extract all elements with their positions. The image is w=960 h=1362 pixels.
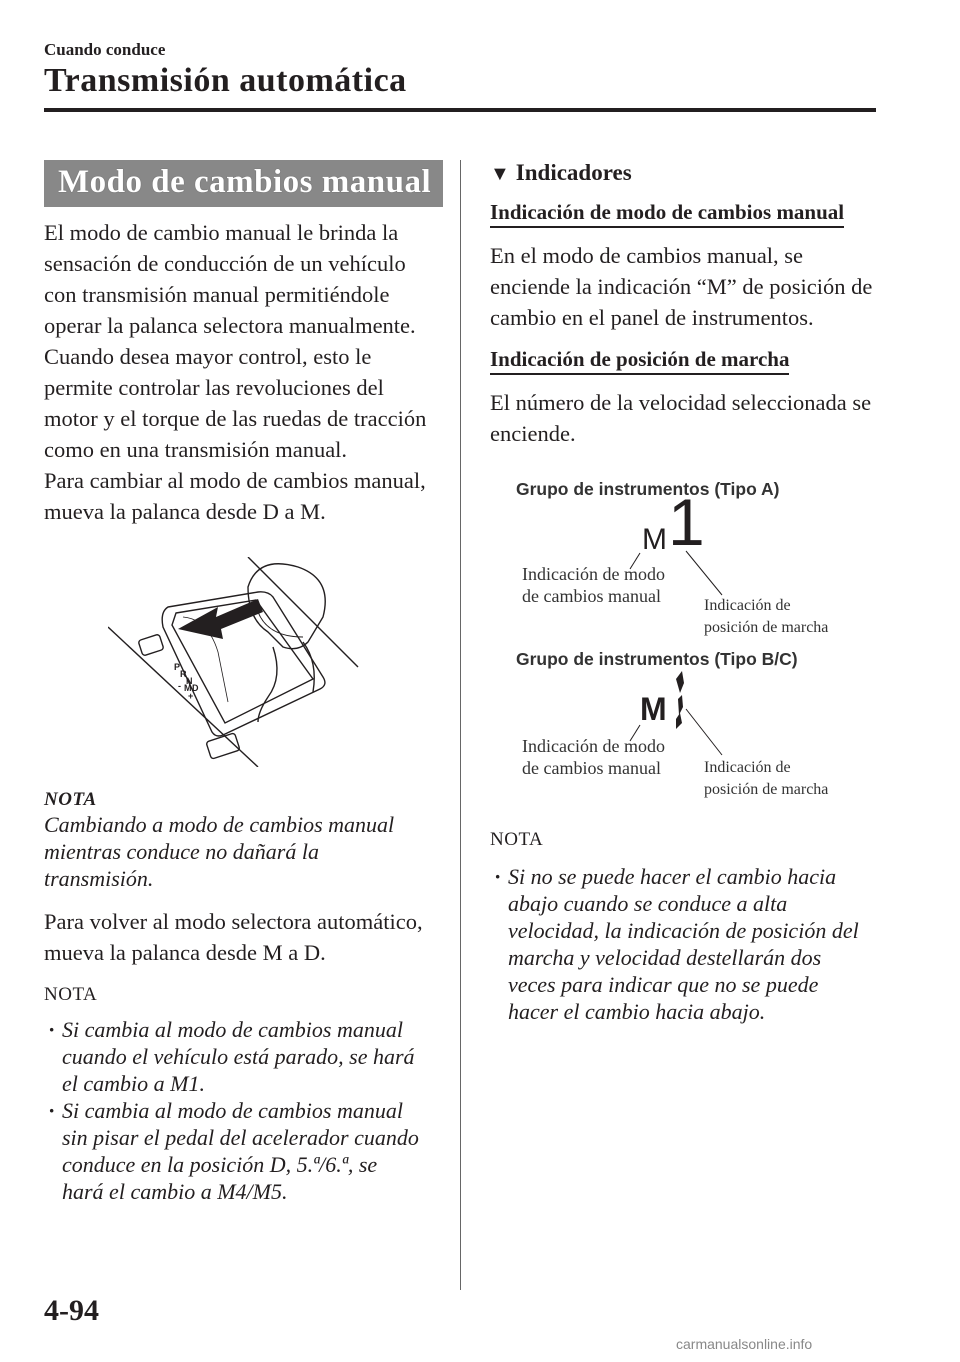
bullet-line: el cambio a M1.: [62, 1071, 205, 1096]
intro-line: permite controlar las revoluciones del: [44, 375, 384, 400]
list-item: [490, 863, 890, 1025]
gear-callout: [704, 757, 828, 801]
bullet-line: veces para indicar que no se puede: [508, 972, 819, 997]
column-divider: [460, 160, 461, 1290]
bullet-line: velocidad, la indicación de posición del: [508, 918, 859, 943]
intro-line: motor y el torque de las ruedas de tracción: [44, 406, 427, 431]
intro-line: con transmisión manual permitiéndole: [44, 282, 390, 307]
nota-line: mientras conduce no dañará la: [44, 839, 319, 864]
left-column: [44, 160, 444, 1205]
triangle-down-icon: ▼: [490, 163, 510, 185]
intro-line: sensación de conducción de un vehículo: [44, 251, 406, 276]
h2-wrap: [490, 347, 890, 375]
bullet-line: · Si cambia al modo de cambios manual: [62, 1098, 403, 1123]
callout-line: Indicación de: [704, 597, 791, 614]
intro-line: El modo de cambio manual le brinda la: [44, 220, 399, 245]
list-item: [44, 1097, 444, 1205]
gate-letter: P: [174, 662, 181, 672]
nota-label: NOTA: [44, 789, 97, 810]
bullet-line: · Si cambia al modo de cambios manual: [62, 1017, 403, 1042]
paragraph-line: cambio en el panel de instrumentos.: [490, 305, 814, 330]
cluster-type-bc-figure: [490, 649, 890, 819]
callout-line: Indicación de modo: [522, 736, 665, 756]
intro-line: como en una transmisión manual.: [44, 437, 348, 462]
nota-bullets: [44, 1016, 444, 1205]
page-title: Transmisión automática: [44, 62, 407, 99]
return-line: Para volver al modo selectora automático,: [44, 909, 423, 934]
bullet-line: cuando el vehículo está parado, se hará: [62, 1044, 415, 1069]
intro-line: mueva la palanca desde D a M.: [44, 499, 326, 524]
paragraph-line: El número de la velocidad seleccionada se: [490, 390, 872, 415]
mode-callout: [522, 735, 665, 779]
nota-bullets: [490, 863, 890, 1025]
nota-line: transmisión.: [44, 866, 154, 891]
bullet-line: abajo cuando se conduce a alta: [508, 891, 788, 916]
gate-letter: M: [184, 683, 192, 693]
paragraph-line: enciende la indicación “M” de posición de: [490, 274, 873, 299]
bullet-line: marcha y velocidad destellarán dos: [508, 945, 822, 970]
gear-position-paragraph: [490, 387, 890, 449]
callout-line: de cambios manual: [522, 758, 661, 778]
callout-line: de cambios manual: [522, 586, 661, 606]
nota-1: [44, 789, 444, 892]
chapter-label: Cuando conduce: [44, 40, 166, 59]
bullet-line: hará el cambio a M4/M5.: [62, 1179, 288, 1204]
shift-lever-illustration: [108, 557, 368, 767]
intro-line: operar la palanca selectora manualmente.: [44, 313, 416, 338]
manual-mode-indication-heading: Indicación de modo de cambios manual: [490, 200, 844, 228]
nota-right: [490, 829, 890, 1025]
return-paragraph: [44, 906, 444, 968]
gate-letter: -: [178, 681, 181, 691]
gear-callout: [704, 595, 828, 639]
segment-gear-display: [490, 649, 890, 819]
right-column: [490, 160, 890, 1025]
manual-mode-paragraph: [490, 240, 890, 333]
gate-letter: +: [188, 691, 194, 701]
gate-letter: D: [192, 683, 199, 693]
callout-line: posición de marcha: [704, 619, 829, 636]
page-number: 4-94: [44, 1294, 99, 1327]
return-line: mueva la palanca desde M a D.: [44, 940, 326, 965]
list-item: [44, 1016, 444, 1097]
gear-position-heading: Indicación de posición de marcha: [490, 347, 789, 375]
gate-letter: R: [180, 669, 187, 679]
section-banner: Modo de cambios manual: [44, 160, 443, 207]
gear-number: 1: [668, 485, 705, 559]
intro-line: Para cambiar al modo de cambios manual,: [44, 468, 426, 493]
indicators-heading-text: Indicadores: [515, 160, 632, 185]
nota-label: NOTA: [44, 984, 98, 1005]
intro-line: Cuando desea mayor control, esto le: [44, 344, 372, 369]
callout-line: Indicación de modo: [522, 564, 665, 584]
indicators-heading: [490, 160, 890, 186]
title-rule: [44, 108, 876, 112]
callout-line: posición de marcha: [704, 781, 829, 798]
m-indicator: M: [642, 523, 667, 556]
cluster-type-a-title: Grupo de instrumentos (Tipo A): [516, 479, 780, 499]
mode-callout: [522, 563, 665, 607]
bullet-line: hacer el cambio hacia abajo.: [508, 999, 766, 1024]
bullet-line: · Si no se puede hacer el cambio hacia: [508, 864, 837, 889]
cluster-type-a-figure: [490, 479, 890, 639]
h1-wrap: [490, 200, 890, 228]
shift-lever-figure: [108, 557, 368, 767]
callout-lines: [490, 479, 890, 639]
watermark: carmanualsonline.info: [676, 1336, 813, 1352]
cluster-type-bc-title: Grupo de instrumentos (Tipo B/C): [516, 649, 798, 669]
intro-paragraph: [44, 217, 444, 527]
m-indicator: M: [640, 691, 667, 727]
gate-letter: N: [186, 676, 193, 686]
paragraph-line: enciende.: [490, 421, 576, 446]
paragraph-line: En el modo de cambios manual, se: [490, 243, 804, 268]
nota-label: NOTA: [490, 829, 544, 850]
bullet-line: conduce en la posición D, 5.ª/6.ª, se: [62, 1152, 378, 1177]
callout-line: Indicación de: [704, 759, 791, 776]
bullet-line: sin pisar el pedal del acelerador cuando: [62, 1125, 419, 1150]
nota-line: Cambiando a modo de cambios manual: [44, 812, 395, 837]
nota-2: [44, 984, 444, 1205]
